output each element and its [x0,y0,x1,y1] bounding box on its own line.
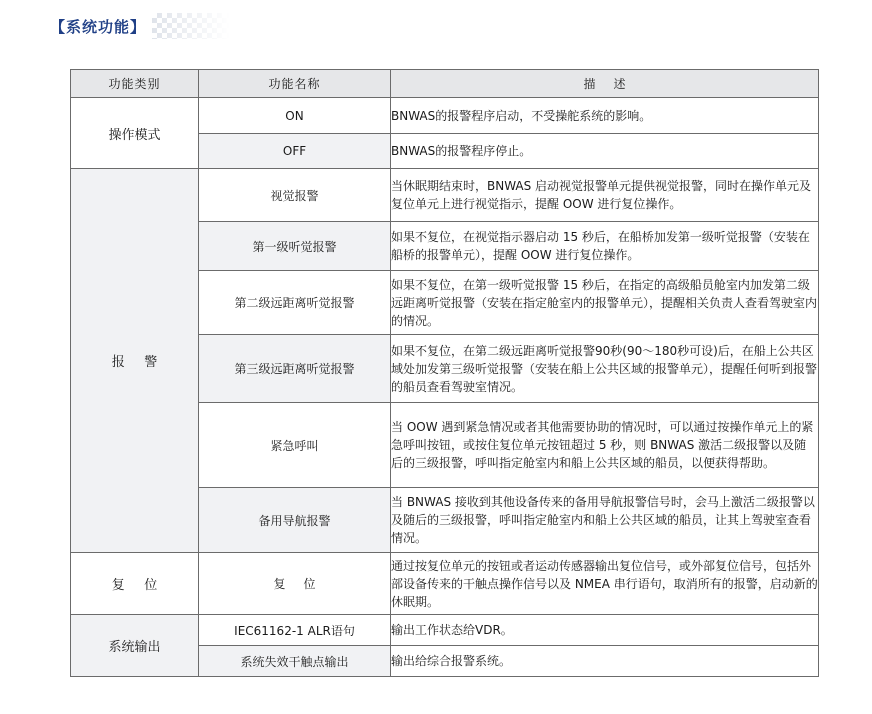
category-operation-mode: 操作模式 [71,98,199,169]
category-reset: 复位 [71,553,199,615]
function-description: 如果不复位，在视觉指示器启动 15 秒后，在船桥加发第一级听觉报警（安装在船桥的报警单元），提醒 OOW 进行复位操作。 [391,222,819,271]
header-name: 功能名称 [199,70,391,98]
category-system-output: 系统输出 [71,615,199,677]
table-row [71,553,819,615]
function-name: 备用导航报警 [199,488,391,553]
function-name: 第一级听觉报警 [199,222,391,271]
function-description: BNWAS的报警程序停止。 [391,134,819,169]
function-description: 如果不复位，在第一级听觉报警 15 秒后，在指定的高级船员舱室内加发第二级远距离听觉报警（安装在指定舱室内的报警单元），提醒相关负责人查看驾驶室内的情况。 [391,271,819,335]
function-name: OFF [199,134,391,169]
function-description: 当休眠期结束时，BNWAS 启动视觉报警单元提供视觉报警，同时在操作单元及复位单元上进行视觉指示，提醒 OOW 进行复位操作。 [391,169,819,222]
table-row [71,615,819,646]
header-category: 功能类别 [71,70,199,98]
function-name: 视觉报警 [199,169,391,222]
function-name: ON [199,98,391,134]
function-name: 系统失效干触点输出 [199,646,391,677]
table-header-row [71,70,819,98]
table-row [71,98,819,134]
table-row [71,169,819,222]
function-description: 通过按复位单元的按钮或者运动传感器输出复位信号，或外部复位信号，包括外部设备传来的干触点操作信号以及 NMEA 串行语句，取消所有的报警，启动新的休眠期。 [391,553,819,615]
function-description: 如果不复位，在第二级远距离听觉报警90秒(90～180秒可设)后，在船上公共区域处加发第三级听觉报警（安装在船上公共区域的报警单元），提醒任何听到报警的船员查看驾驶室情况。 [391,335,819,403]
function-name: 紧急呼叫 [199,403,391,488]
system-function-table [70,69,819,677]
checker-pattern-decoration [152,13,230,39]
function-description: 输出给综合报警系统。 [391,646,819,677]
function-description: 当 OOW 遇到紧急情况或者其他需要协助的情况时，可以通过按操作单元上的紧急呼叫按钮，或按住复位单元按钮超过 5 秒，则 BNWAS 激活二级报警以及随后的三级报警，呼叫指定舱室内和船上公共区域的船员，以便获得帮助。 [391,403,819,488]
function-description: 输出工作状态给VDR。 [391,615,819,646]
function-name: 复位 [199,553,391,615]
function-name: IEC61162-1 ALR语句 [199,615,391,646]
function-description: 当 BNWAS 接收到其他设备传来的备用导航报警信号时，会马上激活二级报警以及随后的三级报警，呼叫指定舱室内和船上公共区域的船员，让其上驾驶室查看情况。 [391,488,819,553]
category-alarm: 报警 [71,169,199,553]
header-description: 描述 [391,70,819,98]
section-header [50,12,310,40]
function-name: 第二级远距离听觉报警 [199,271,391,335]
section-title: 【系统功能】 [50,17,147,36]
function-description: BNWAS的报警程序启动，不受操舵系统的影响。 [391,98,819,134]
function-name: 第三级远距离听觉报警 [199,335,391,403]
